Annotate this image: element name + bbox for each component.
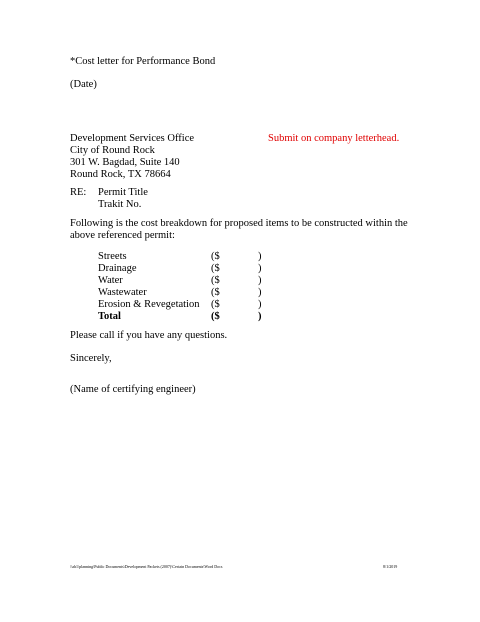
cost-row-water	[98, 275, 298, 287]
cost-open: ($	[211, 275, 220, 286]
cost-row-drainage	[98, 263, 298, 275]
cost-close: )	[258, 311, 262, 322]
address-line-2: City of Round Rock	[70, 145, 155, 156]
closing-question: Please call if you have any questions.	[70, 330, 228, 341]
cost-label: Total	[98, 311, 121, 322]
cost-label: Streets	[98, 251, 127, 262]
cost-row-total	[98, 311, 298, 323]
cost-open: ($	[211, 263, 220, 274]
footer-path: \\ah1\planning\Public Documents\Development Packets (2007)\Certain Documents\Word Docs	[70, 564, 223, 569]
cost-label: Erosion & Revegetation	[98, 299, 200, 310]
cost-row-streets	[98, 251, 298, 263]
re-label: RE:	[70, 187, 87, 198]
intro-paragraph: Following is the cost breakdown for proposed items to be constructed within the above referenced permit:	[70, 218, 408, 241]
address-line-3: 301 W. Bagdad, Suite 140	[70, 157, 180, 168]
cost-open: ($	[211, 251, 220, 262]
cost-label: Water	[98, 275, 123, 286]
cost-row-erosion	[98, 299, 298, 311]
address-line-1: Development Services Office	[70, 133, 195, 144]
cost-open: ($	[211, 299, 220, 310]
letterhead-note: Submit on company letterhead.	[268, 133, 400, 144]
address-line-4: Round Rock, TX 78664	[70, 169, 171, 180]
cost-close: )	[258, 287, 262, 298]
date-placeholder: (Date)	[70, 79, 97, 90]
trakit-number: Trakit No.	[98, 199, 142, 210]
letter-heading: *Cost letter for Performance Bond	[70, 56, 216, 67]
footer-date: 8/1/2019	[383, 564, 398, 569]
permit-title: Permit Title	[98, 187, 148, 198]
cost-close: )	[258, 275, 262, 286]
cost-close: )	[258, 299, 262, 310]
cost-label: Drainage	[98, 263, 137, 274]
engineer-placeholder: (Name of certifying engineer)	[70, 384, 196, 395]
sign-off: Sincerely,	[70, 353, 112, 364]
cost-close: )	[258, 251, 262, 262]
cost-label: Wastewater	[98, 287, 147, 298]
cost-open: ($	[211, 287, 220, 298]
cost-open: ($	[211, 311, 220, 322]
cost-row-wastewater	[98, 287, 298, 299]
cost-close: )	[258, 263, 262, 274]
